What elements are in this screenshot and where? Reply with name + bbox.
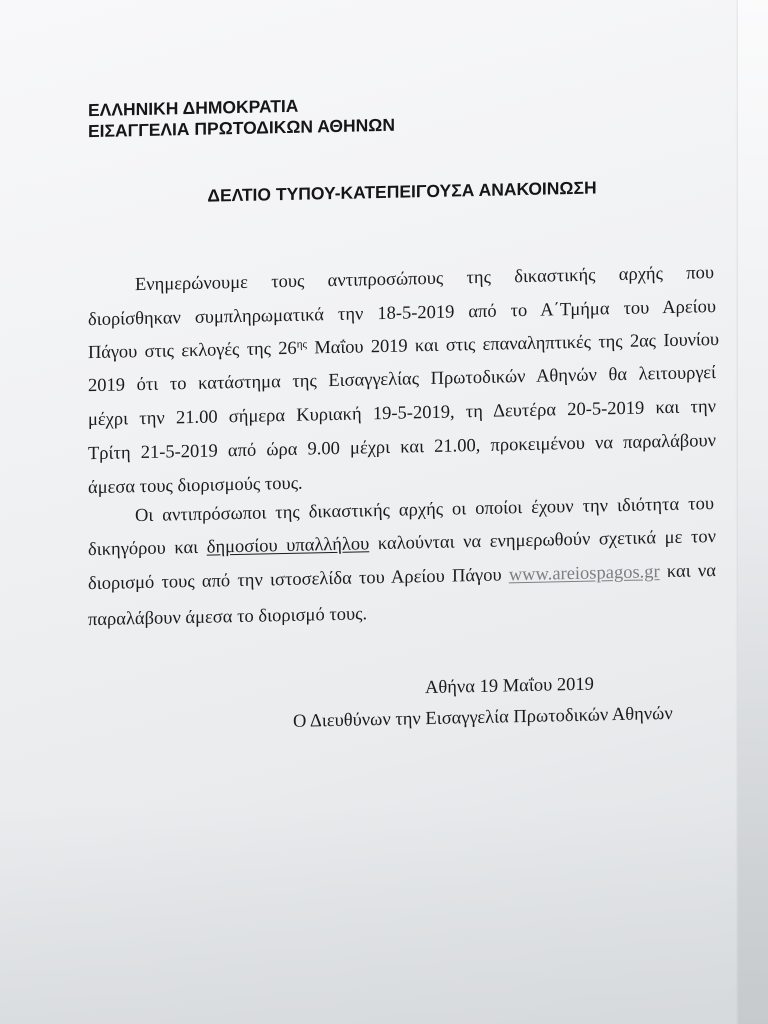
- underlined-text: δημοσίου υπαλλήλου: [206, 534, 370, 558]
- line-text: διορισμό τους από την ιστοσελίδα του Αρείου Πάγου: [88, 565, 509, 595]
- ordinal-superscript: ης: [296, 338, 307, 352]
- paragraph2-line: Οι αντιπρόσωποι της δικαστικής αρχής οι οποίοι έχουν την ιδιότητα του: [135, 494, 714, 527]
- paragraph1-line: 2019 ότι το κατάστημα της Εισαγγελίας Πρωτοδικών Αθηνών θα λειτουργεί: [88, 363, 716, 397]
- paragraph1-line: Τρίτη 21-5-2019 από ώρα 9.00 μέχρι και 21.00, προκειμένου να παραλάβουν: [88, 431, 716, 465]
- paragraph2-line: παραλάβουν άμεσα το διορισμό τους.: [88, 604, 368, 631]
- paragraph2-line: [88, 559, 716, 596]
- place-date: Αθήνα 19 Μαΐου 2019: [425, 674, 594, 699]
- line-text: και να: [659, 561, 716, 583]
- paragraph1-line: άμεσα τους διορισμούς τους.: [88, 473, 303, 499]
- areiospagos-link[interactable]: www.areiospagos.gr: [508, 562, 660, 586]
- line-text: Πάγου στις εκλογές της 26: [88, 338, 297, 364]
- paragraph1-line: [88, 328, 719, 365]
- document-title: ΔΕΛΤΙΟ ΤΥΠΟΥ-ΚΑΤΕΠΕΙΓΟΥΣΑ ΑΝΑΚΟΙΝΩΣΗ: [207, 177, 597, 206]
- paragraph2-line: [88, 525, 716, 562]
- line-text: καλούνται να ενημερωθούν σχετικά με τον: [369, 527, 716, 555]
- header-republic: ΕΛΛΗΝΙΚΗ ΔΗΜΟΚΡΑΤΙΑ: [88, 95, 299, 121]
- line-text: δικηγόρου και: [88, 537, 207, 561]
- line-text: Μαΐου 2019 και στις επαναληπτικές της 2ας Ιουνίου: [306, 329, 719, 359]
- header-prosecutor-office: ΕΙΣΑΓΓΕΛΙΑ ΠΡΩΤΟΔΙΚΩΝ ΑΘΗΝΩΝ: [88, 114, 395, 142]
- paragraph1-line: διορίσθηκαν συμπληρωματικά την 18-5-2019 από το Α΄Τμήμα του Αρείου: [88, 297, 716, 331]
- paragraph1-line: Ενημερώνουμε τους αντιπροσώπους της δικαστικής αρχής που: [135, 263, 714, 296]
- signatory: Ο Διευθύνων την Εισαγγελία Πρωτοδικών Αθηνών: [293, 703, 673, 732]
- paragraph1-line: μέχρι την 21.00 σήμερα Κυριακή 19-5-2019, τη Δευτέρα 20-5-2019 και την: [88, 397, 716, 431]
